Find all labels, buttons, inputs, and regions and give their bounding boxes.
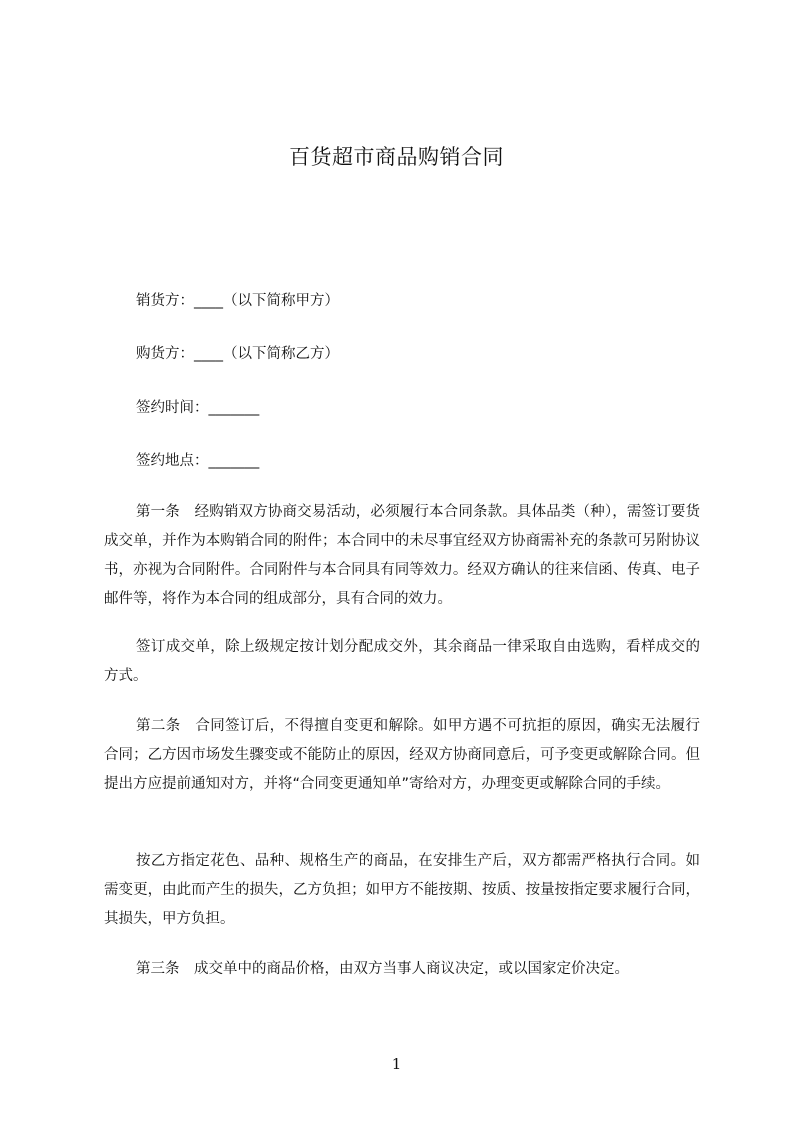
signing-time-field: 签约时间：_______ [136, 400, 260, 416]
document-title: 百货超市商品购销合同 [289, 145, 504, 169]
seller-field: 销货方：____（以下简称甲方） [136, 293, 339, 309]
page-number: 1 [391, 1055, 402, 1073]
signing-place-field: 签约地点：_______ [136, 453, 260, 469]
buyer-field: 购货方：____（以下简称乙方） [136, 346, 339, 362]
custom-production-paragraph: 按乙方指定花色、品种、规格生产的商品，在安排生产后，双方都需严格执行合同。如需变更，由此而产生的损失，乙方负担；如甲方不能按期、按质、按量按指定要求履行合同，其损失，甲方负担。 [104, 853, 700, 927]
article-3-paragraph: 第三条 成交单中的商品价格，由双方当事人商议决定，或以国家定价决定。 [136, 961, 629, 977]
order-method-paragraph: 签订成交单，除上级规定按计划分配成交外，其余商品一律采取自由选购，看样成交的方式。 [104, 639, 700, 684]
article-1-paragraph: 第一条 经购销双方协商交易活动，必须履行本合同条款。具体品类（种），需签订要货成交单，并作为本购销合同的附件；本合同中的未尽事宜经双方协商需补充的条款可另附协议书，亦视为合同附件。合同附件与本合同具有同等效力。经双方确认的往来信函、传真、电子邮件等，将作为本合同的组成部分，具有合同的效力。 [104, 504, 700, 607]
article-2-paragraph: 第二条 合同签订后，不得擅自变更和解除。如甲方遇不可抗拒的原因，确实无法履行合同；乙方因市场发生骤变或不能防止的原因，经双方协商同意后，可予变更或解除合同。但提出方应提前通知对方，并将“合同变更通知单”寄给对方，办理变更或解除合同的手续。 [104, 718, 700, 792]
